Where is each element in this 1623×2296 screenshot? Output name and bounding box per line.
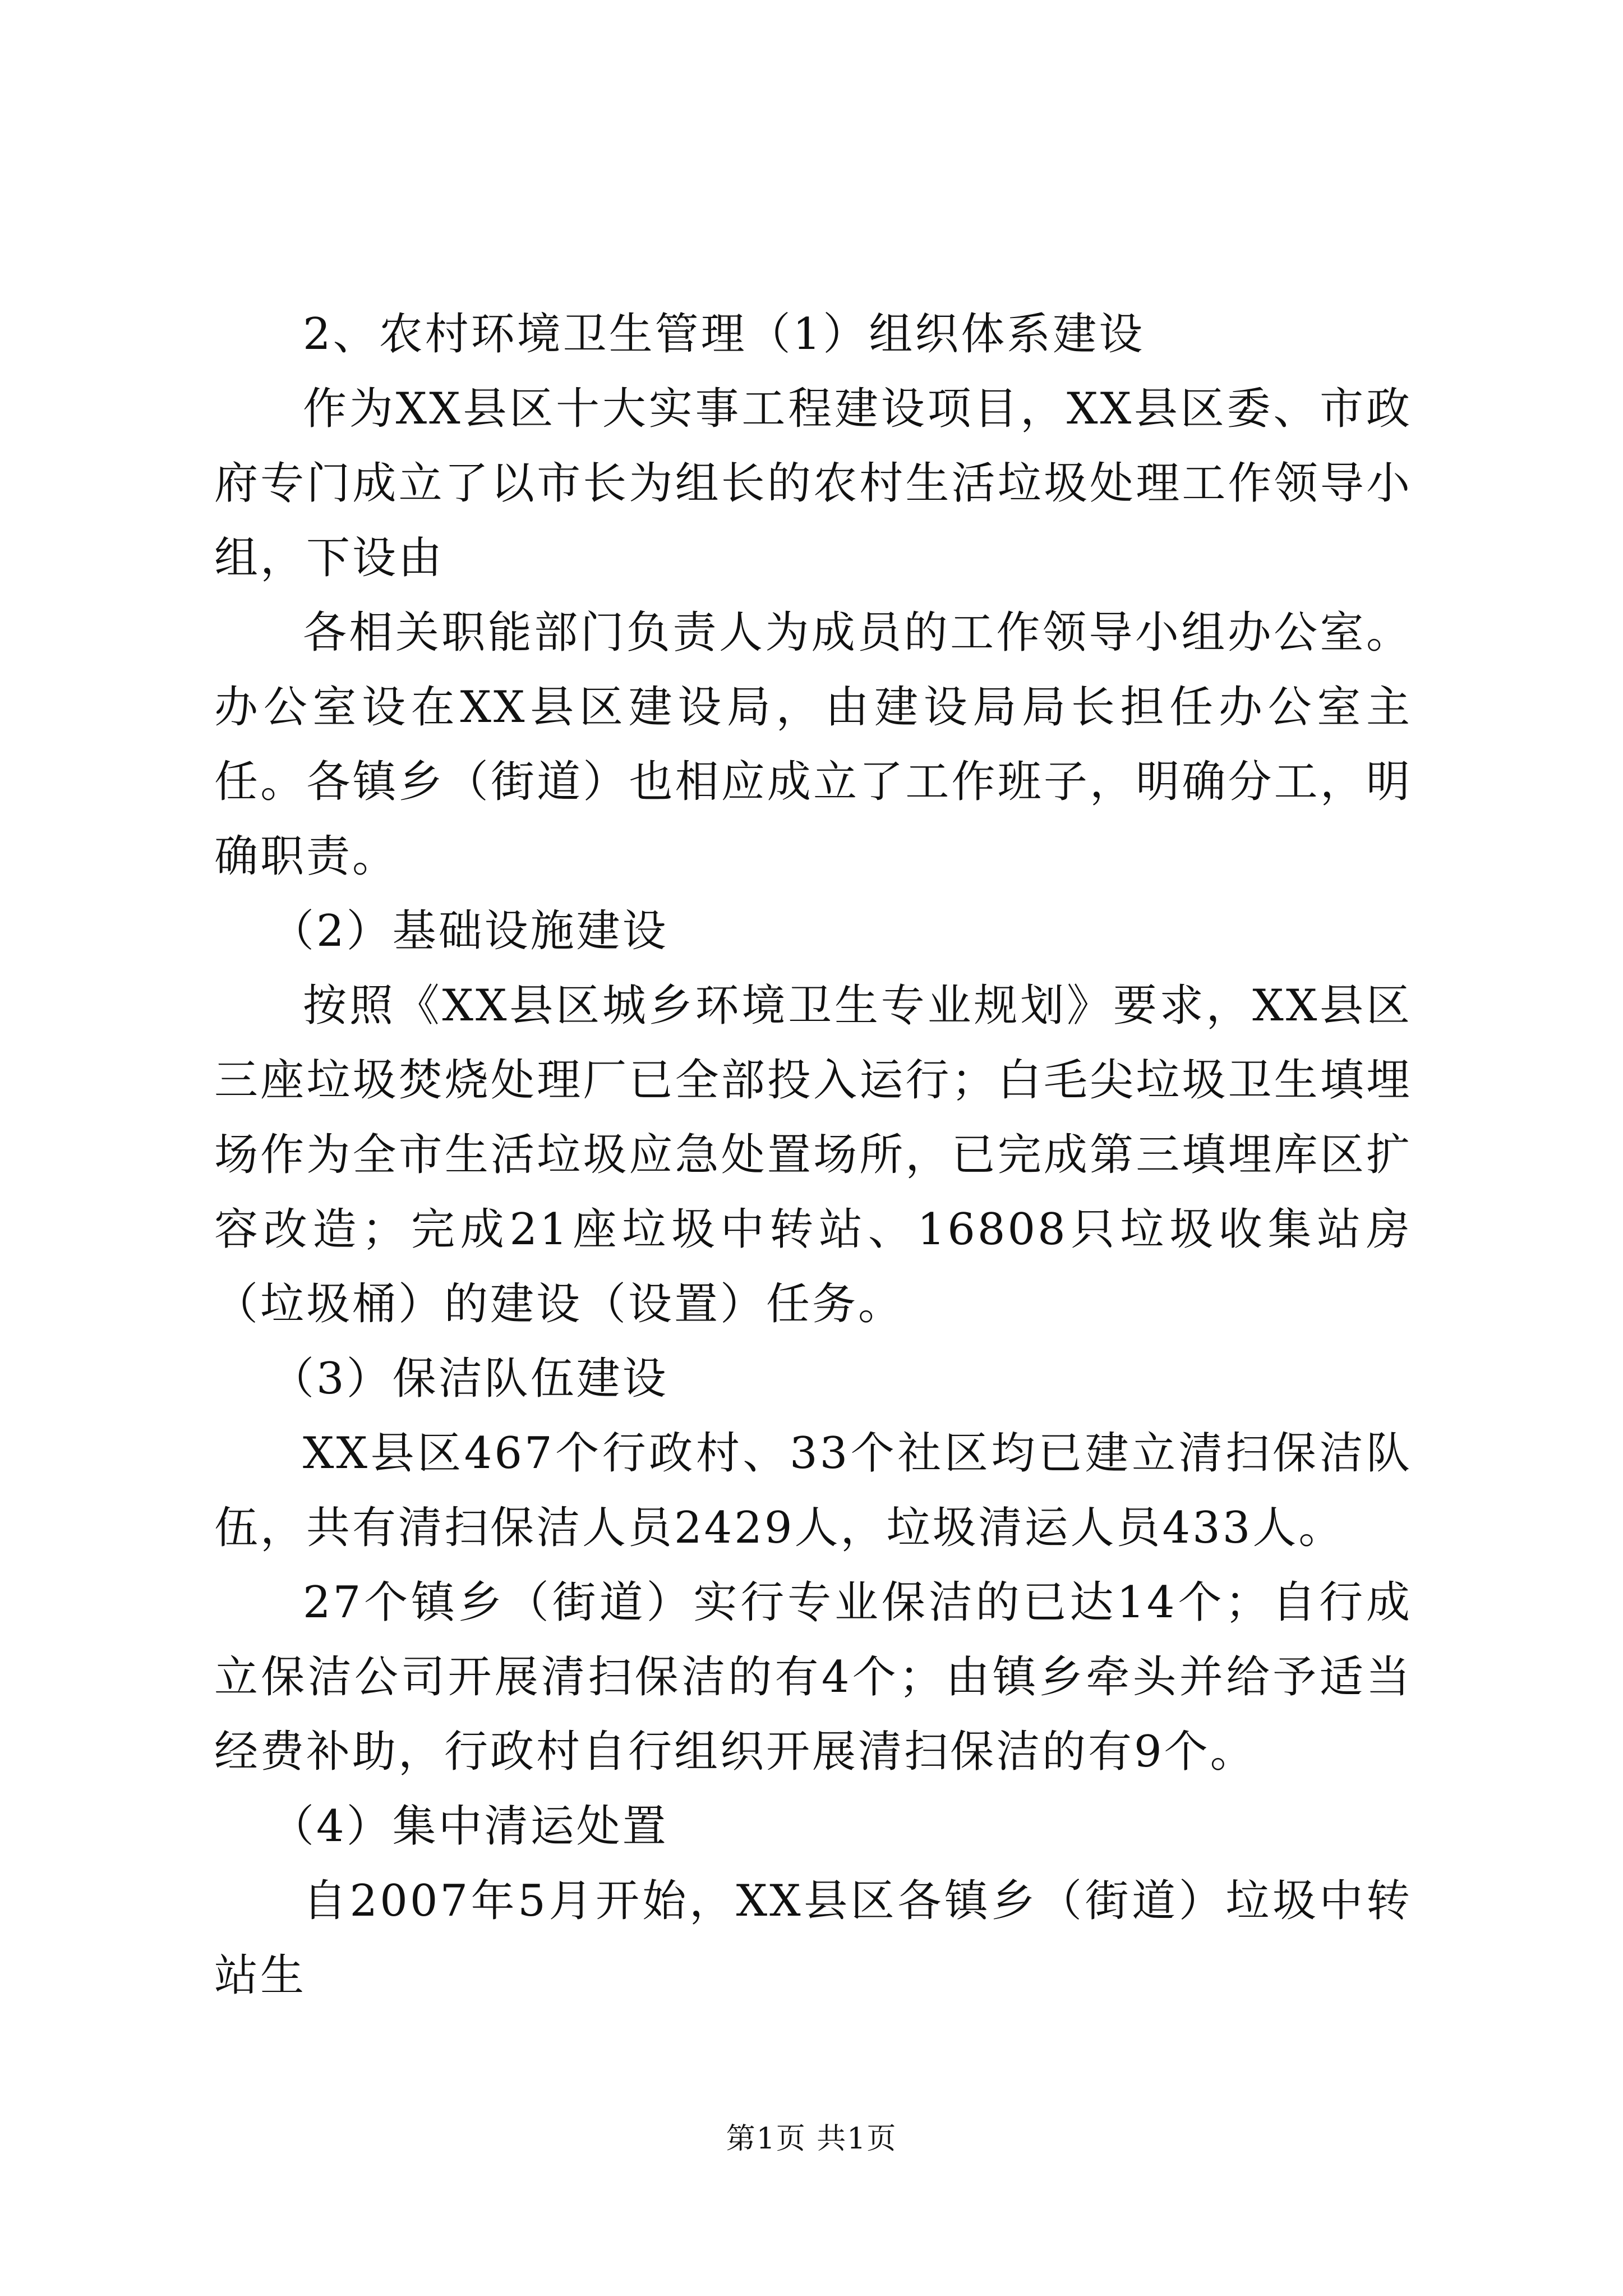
paragraph: XX县区467个行政村、33个社区均已建立清扫保洁队伍，共有清扫保洁人员2429人，垃圾清运人员433人。 [214,1428,1412,1553]
paragraph: 按照《XX县区城乡环境卫生专业规划》要求，XX县区三座垃圾焚烧处理厂已全部投入运行；白毛尖垃圾卫生填埋场作为全市生活垃圾应急处置场所，已完成第三填埋库区扩容改造；完成21座垃圾中转站、16808只垃圾收集站房（垃圾桶）的建设（设置）任务。 [214,981,1412,1329]
document-body [214,297,1412,2013]
paragraph: 27个镇乡（街道）实行专业保洁的已达14个；自行成立保洁公司开展清扫保洁的有4个；由镇乡牵头并给予适当经费补助，行政村自行组织开展清扫保洁的有9个。 [214,1577,1412,1777]
subsection-heading: （3）保洁队伍建设 [270,1354,668,1404]
paragraph: 自2007年5月开始，XX县区各镇乡（街道）垃圾中转站生 [214,1876,1412,2001]
section-heading: 2、农村环境卫生管理（1）组织体系建设 [303,309,1145,360]
paragraph: 各相关职能部门负责人为成员的工作领导小组办公室。办公室设在XX县区建设局，由建设局局长担任办公室主任。各镇乡（街道）也相应成立了工作班子，明确分工，明确职责。 [214,608,1412,882]
page-footer: 第1页 共1页 [726,2122,897,2156]
subsection-heading: （2）基础设施建设 [270,906,668,956]
paragraph: 作为XX县区十大实事工程建设项目，XX县区委、市政府专门成立了以市长为组长的农村生活垃圾处理工作领导小组，下设由 [214,384,1412,583]
subsection-heading: （4）集中清运处置 [270,1801,668,1852]
